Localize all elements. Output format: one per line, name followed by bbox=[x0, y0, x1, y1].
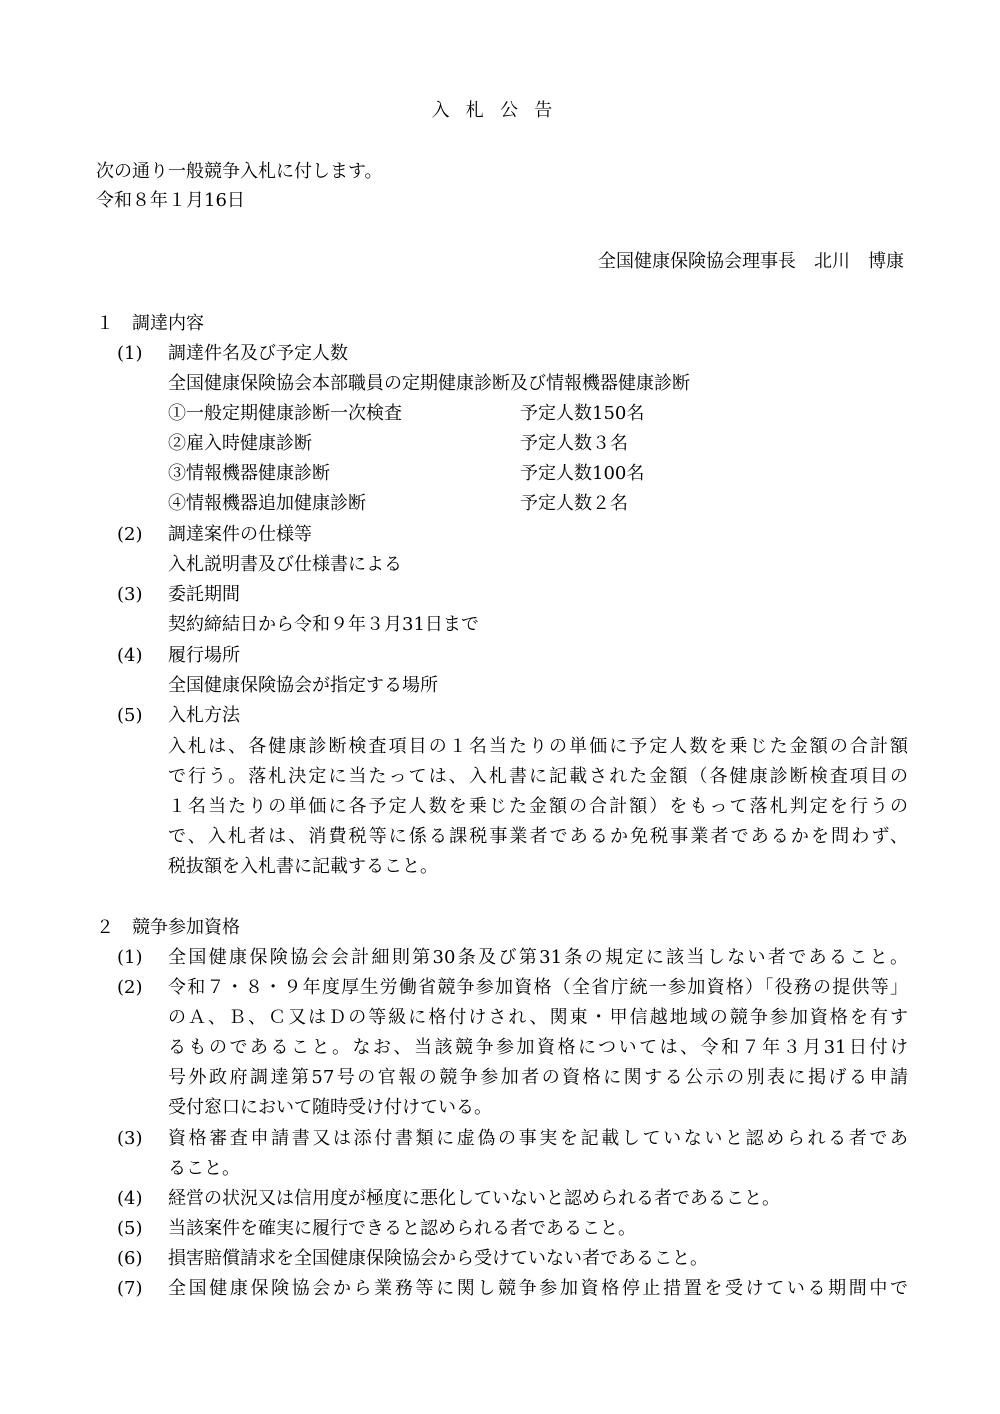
qualification-line: 号外政府調達第57号の官報の競争参加者の資格に関する公示の別表に掲げる申請 bbox=[168, 1067, 908, 1088]
exam-count: 予定人数３名 bbox=[520, 433, 628, 454]
qualification-line: ること。 bbox=[168, 1158, 240, 1179]
item-number: (4) bbox=[117, 1188, 143, 1209]
item-label: 委託期間 bbox=[168, 584, 240, 605]
specification-text: 入札説明書及び仕様書による bbox=[168, 554, 402, 575]
item-number: (5) bbox=[117, 705, 143, 726]
performance-place: 全国健康保険協会が指定する場所 bbox=[168, 675, 438, 696]
qualification-line: 資格審査申請書又は添付書類に虚偽の事実を記載していないと認められる者であ bbox=[168, 1128, 908, 1149]
exam-name: ③情報機器健康診断 bbox=[168, 463, 330, 484]
contract-period: 契約締結日から令和９年３月31日まで bbox=[168, 614, 479, 635]
section-1-heading: １ 調達内容 bbox=[96, 313, 204, 334]
bid-method-line: 税抜額を入札書に記載すること。 bbox=[168, 856, 438, 877]
qualification-line: 損害賠償請求を全国健康保険協会から受けていない者であること。 bbox=[168, 1248, 708, 1269]
item-number: (1) bbox=[117, 947, 143, 968]
bid-method-line: で、入札者は、消費税等に係る課税事業者であるか免税事業者であるかを問わず、 bbox=[168, 826, 908, 847]
bid-method-line: で行う。落札決定に当たっては、入札書に記載された金額（各健康診断検査項目の bbox=[168, 766, 908, 787]
qualification-line: のＡ、Ｂ、Ｃ又はＤの等級に格付けされ、関東・甲信越地域の競争参加資格を有す bbox=[168, 1007, 908, 1028]
issuer: 全国健康保険協会理事長 北川 博康 bbox=[598, 251, 904, 272]
bid-method-line: 入札は、各健康診断検査項目の１名当たりの単価に予定人数を乗じた金額の合計額 bbox=[168, 736, 908, 757]
item-number: (3) bbox=[117, 1128, 143, 1149]
exam-name: ②雇入時健康診断 bbox=[168, 433, 312, 454]
item-number: (5) bbox=[117, 1218, 143, 1239]
exam-name: ①一般定期健康診断一次検査 bbox=[168, 403, 402, 424]
exam-count: 予定人数150名 bbox=[520, 403, 645, 424]
qualification-line: 受付窓口において随時受け付けている。 bbox=[168, 1097, 492, 1118]
qualification-line: 令和７・８・９年度厚生労働省競争参加資格（全省庁統一参加資格）「役務の提供等」 bbox=[168, 977, 908, 998]
item-number: (6) bbox=[117, 1248, 143, 1269]
item-number: (1) bbox=[117, 343, 143, 364]
procurement-subject: 全国健康保険協会本部職員の定期健康診断及び情報機器健康診断 bbox=[168, 373, 690, 394]
issue-date: 令和８年１月16日 bbox=[96, 190, 245, 211]
qualification-line: 当該案件を確実に履行できると認められる者であること。 bbox=[168, 1218, 636, 1239]
item-number: (7) bbox=[117, 1278, 143, 1299]
bid-method-line: １名当たりの単価に各予定人数を乗じた金額の合計額）をもって落札判定を行うの bbox=[168, 796, 908, 817]
qualification-line: 全国健康保険協会会計細則第30条及び第31条の規定に該当しない者であること。 bbox=[168, 947, 908, 968]
item-number: (4) bbox=[117, 645, 143, 666]
item-number: (2) bbox=[117, 977, 143, 998]
exam-count: 予定人数２名 bbox=[520, 493, 628, 514]
item-label: 調達件名及び予定人数 bbox=[168, 343, 348, 364]
exam-count: 予定人数100名 bbox=[520, 463, 645, 484]
item-label: 履行場所 bbox=[168, 645, 240, 666]
document-title: 入札公告 bbox=[431, 100, 569, 121]
item-number: (3) bbox=[117, 584, 143, 605]
item-label: 入札方法 bbox=[168, 705, 240, 726]
item-number: (2) bbox=[117, 524, 143, 545]
exam-name: ④情報機器追加健康診断 bbox=[168, 493, 366, 514]
qualification-line: 全国健康保険協会から業務等に関し競争参加資格停止措置を受けている期間中で bbox=[168, 1278, 908, 1299]
qualification-line: るものであること。なお、当該競争参加資格については、令和７年３月31日付け bbox=[168, 1037, 908, 1058]
section-2-heading: ２ 競争参加資格 bbox=[96, 917, 240, 938]
qualification-line: 経営の状況又は信用度が極度に悪化していないと認められる者であること。 bbox=[168, 1188, 780, 1209]
intro-line: 次の通り一般競争入札に付します。 bbox=[96, 161, 383, 182]
item-label: 調達案件の仕様等 bbox=[168, 524, 312, 545]
